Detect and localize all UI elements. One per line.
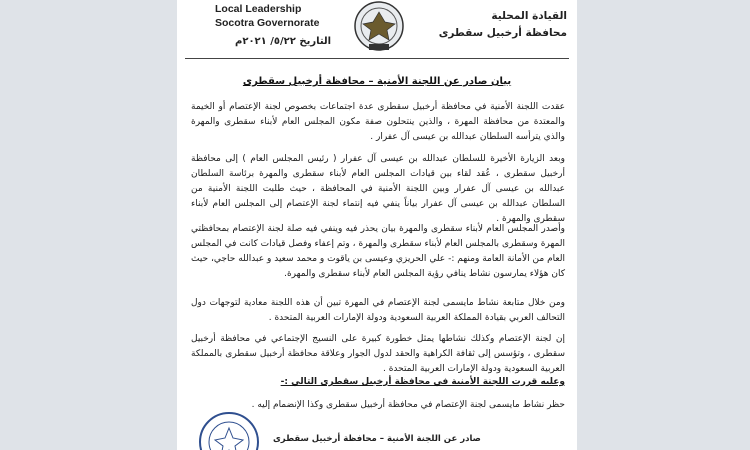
- header-arabic: [437, 8, 567, 42]
- paragraph-2: وبعد الزيارة الأخيرة للسلطان عبدالله بن عيسى آل عفرار ( رئيس المجلس العام ) إلى محافظة أرخبيل سقطرى ، عُقد لقاء بين قيادات المجلس العام لأبناء سقطرى والمهرة برئاسة السلطان عبدالله بن عيسى آل عفرار وبين اللجنة الأمنية في المحافظة ، حيث طلبت اللجنة الأمنية من السلطان عبدالله بن عيسى آل عفرار بياناً ينفي فيه إنتماء لجنة الإعتصام إلى المجلس العام لأبناء سقطرى والمهرة .: [191, 154, 565, 224]
- paragraph-1: عقدت اللجنة الأمنية في محافظة أرخبيل سقطرى عدة اجتماعات بخصوص لجنة الإعتصام أو الخيمة والمعتدة من محافظة المهرة ، والذين ينتحلون صفة مكون المجلس العام لأبناء سقطرى والمهرة والذي يترأسه السلطان عبدالله بن عيسى آل عفرار .: [191, 102, 565, 142]
- header-en-line-2: Socotra Governorate: [215, 17, 320, 29]
- header-ar-line-1: القيادة المحلية: [491, 10, 567, 22]
- paragraph-5: إن لجنة الإعتصام وكذلك نشاطها يمثل خطورة كبيرة على النسيج الإجتماعي في محافظة أرخبيل سقطرى ، وتؤسس إلى ثقافة الكراهية والحقد لدول الجوار وعلاقة محافظة أرخبيل سقطرى بالمملكة العربية السعودية ودولة الإمارات العربية المتحدة .: [191, 334, 565, 374]
- statement-title: بيان صادر عن اللجنة الأمنية – محافظة أرخبيل سقطرى: [242, 76, 512, 87]
- background-left: [0, 0, 177, 450]
- paragraph-3: وأصدر المجلس العام لأبناء سقطرى والمهرة بيان يحذر فيه وينفي فيه صلة لجنة الإعتصام بمحافظتي المهرة وسقطرى بالمجلس العام لأبناء سقطرى والمهرة ، وتم إعفاء وفصل قيادات كانت في المجلس العام من الأمانة العامة ومنهم :- علي الحريزي وعيسى بن ياقوت و محمد سعيد و عبدالله حاجي، حيث كان هؤلاء يمارسون نشاط ينافي رؤية المجلس العام لأبناء سقطرى والمهرة.: [191, 224, 565, 279]
- decision-text: حظر نشاط مايسمى لجنة الإعتصام في محافظة أرخبيل سقطرى وكذا الإنضمام إليه .: [251, 400, 565, 410]
- background-right: [577, 0, 750, 450]
- header-ar-line-2: محافظة أرخبيل سقطرى: [438, 27, 567, 39]
- header-divider: [185, 58, 569, 59]
- document-date: التاريخ ٥/٢٢/ ٢٠٢١م: [235, 36, 332, 47]
- header-en-line-1: Local Leadership: [215, 3, 302, 15]
- official-stamp-icon: [197, 410, 261, 450]
- signature-line: صادر عن اللجنة الأمنية – محافظة أرخبيل سقطرى: [273, 434, 481, 444]
- governorate-seal-icon: [343, 0, 415, 56]
- paragraph-4: ومن خلال متابعة نشاط مايسمى لجنة الإعتصام في المهرة تبين أن هذه اللجنة معادية لتوجهات دول التحالف العربي بقيادة المملكة العربية السعودية ودولة الإمارات العربية المتحدة .: [191, 298, 565, 323]
- header-english: [215, 2, 345, 30]
- decision-heading: وعليه قررت اللجنة الأمنية في محافظة أرخبيل سقطرى التالي :-: [280, 377, 565, 387]
- document-page: [177, 0, 577, 450]
